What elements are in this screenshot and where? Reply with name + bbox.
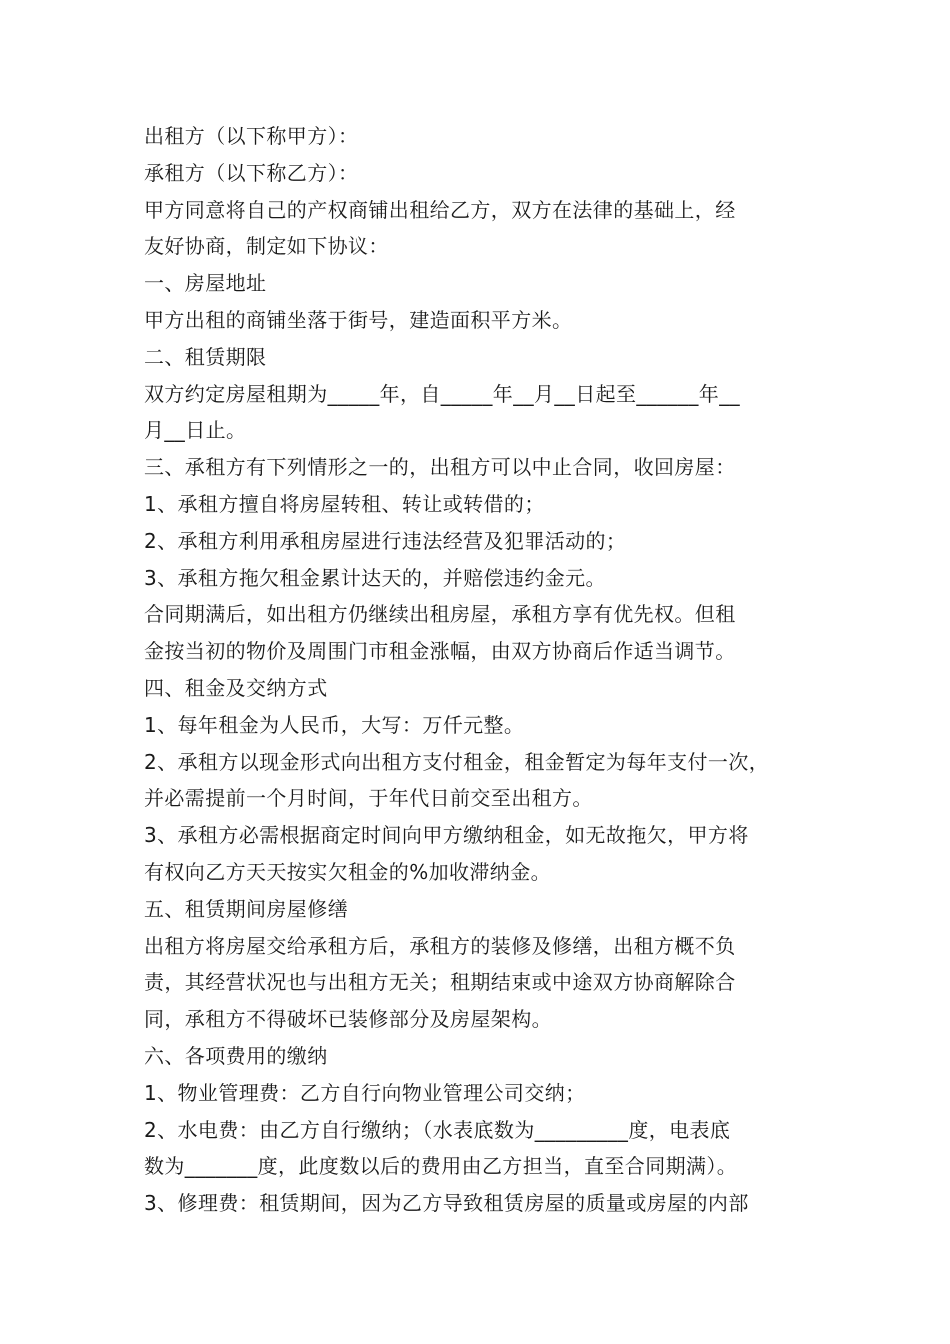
section-heading: 六、各项费用的缴纳 bbox=[144, 1043, 328, 1068]
list-item: 2、承租方利用承租房屋进行违法经营及犯罪活动的； bbox=[144, 528, 627, 553]
text-line: 有权向乙方天天按实欠租金的%加收滞纳金。 bbox=[144, 859, 552, 884]
text-line: 承租方（以下称乙方）： bbox=[144, 160, 359, 185]
text-line: 数为_______度，此度数以后的费用由乙方担当，直至合同期满）。 bbox=[144, 1154, 738, 1179]
list-item: 2、承租方以现金形式向出租方支付租金，租金暂定为每年支付一次， bbox=[144, 749, 770, 774]
text-line: 甲方同意将自己的产权商铺出租给乙方，双方在法律的基础上，经 bbox=[144, 197, 736, 222]
list-item: 3、承租方拖欠租金累计达天的，并赔偿违约金元。 bbox=[144, 565, 606, 590]
text-line: 月__日止。 bbox=[144, 418, 247, 443]
section-heading: 五、租赁期间房屋修缮 bbox=[144, 896, 348, 921]
list-item: 1、承租方擅自将房屋转租、转让或转借的； bbox=[144, 491, 545, 516]
text-line: 甲方出租的商铺坐落于街号，建造面积平方米。 bbox=[144, 307, 573, 332]
text-line: 出租方将房屋交给承租方后，承租方的装修及修缮，出租方概不负 bbox=[144, 933, 736, 958]
text-line: 合同期满后，如出租方仍继续出租房屋，承租方享有优先权。但租 bbox=[144, 602, 736, 627]
text-line: 友好协商，制定如下协议： bbox=[144, 234, 389, 259]
list-item: 1、每年租金为人民币，大写：万仟元整。 bbox=[144, 712, 525, 737]
section-heading: 三、承租方有下列情形之一的，出租方可以中止合同，收回房屋： bbox=[144, 455, 736, 480]
section-heading: 二、租赁期限 bbox=[144, 344, 267, 369]
text-line: 责，其经营状况也与出租方无关；租期结束或中途双方协商解除合 bbox=[144, 970, 736, 995]
list-item: 2、水电费：由乙方自行缴纳；（水表底数为_________度，电表底 bbox=[144, 1117, 731, 1142]
list-item: 3、修理费：租赁期间，因为乙方导致租赁房屋的质量或房屋的内部 bbox=[144, 1191, 749, 1216]
text-line: 同，承租方不得破坏已装修部分及房屋架构。 bbox=[144, 1007, 552, 1032]
text-line: 出租方（以下称甲方）： bbox=[144, 124, 359, 148]
text-line: 并必需提前一个月时间，于年代日前交至出租方。 bbox=[144, 786, 593, 811]
list-item: 3、承租方必需根据商定时间向甲方缴纳租金，如无故拖欠，甲方将 bbox=[144, 823, 749, 848]
contract-body bbox=[144, 118, 824, 1222]
list-item: 1、物业管理费：乙方自行向物业管理公司交纳； bbox=[144, 1080, 586, 1105]
section-heading: 一、房屋地址 bbox=[144, 271, 267, 296]
text-line: 双方约定房屋租期为_____年，自_____年__月__日起至______年__ bbox=[144, 381, 740, 406]
section-heading: 四、租金及交纳方式 bbox=[144, 675, 328, 700]
text-line: 金按当初的物价及周围门市租金涨幅，由双方协商后作适当调节。 bbox=[144, 639, 736, 664]
